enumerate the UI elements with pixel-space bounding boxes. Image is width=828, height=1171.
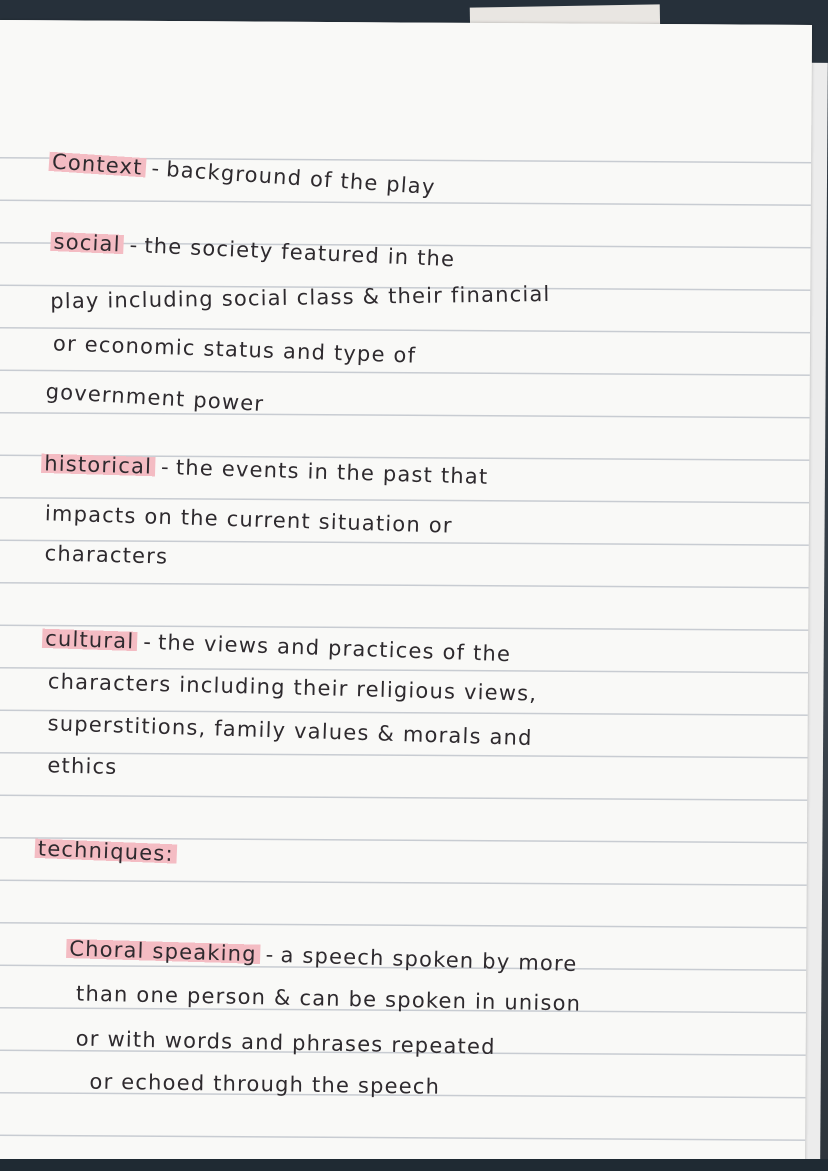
choral-line-4 <box>89 1069 440 1100</box>
cultural-heading: cultural <box>42 626 138 653</box>
context-text: background of the play <box>165 157 437 200</box>
historical-line-3 <box>44 540 168 569</box>
cultural-line-1 <box>42 625 512 667</box>
social-separator: - <box>129 232 139 258</box>
choral-line-1 <box>66 935 578 977</box>
social-text-1: the society featured in the <box>143 233 456 272</box>
cultural-text-1: the views and practices of the <box>157 630 512 667</box>
choral-line-2 <box>76 980 582 1016</box>
cultural-separator: - <box>142 629 153 655</box>
historical-text-3: characters <box>44 541 169 569</box>
cultural-line-3 <box>47 710 533 751</box>
techniques-line <box>34 835 177 867</box>
techniques-heading: techniques: <box>34 836 177 866</box>
historical-heading: historical <box>41 451 156 478</box>
social-text-4: government power <box>45 379 265 417</box>
cultural-text-4: ethics <box>47 753 118 779</box>
historical-text-2: impacts on the current situation or <box>44 501 454 538</box>
social-text-2: play including social class & their financial <box>50 281 551 314</box>
historical-line-1 <box>41 450 489 490</box>
social-line-1 <box>50 228 456 272</box>
choral-text-1: a speech spoken by more <box>280 942 578 977</box>
choral-separator: - <box>265 942 275 967</box>
choral-heading: Choral speaking <box>66 936 260 966</box>
choral-line-3 <box>76 1025 496 1059</box>
social-heading: social <box>50 229 124 256</box>
table-edge <box>0 1159 828 1171</box>
historical-line-2 <box>45 500 453 538</box>
context-separator: - <box>150 156 162 181</box>
choral-text-4: or echoed through the speech <box>89 1069 441 1099</box>
cultural-text-3: superstitions, family values & morals and <box>47 711 534 751</box>
lined-notebook-page <box>0 20 812 1165</box>
cultural-text-2: characters including their religious views, <box>47 669 538 706</box>
choral-text-2: than one person & can be spoken in unison <box>75 981 582 1016</box>
social-line-2 <box>50 281 551 314</box>
context-line <box>48 148 436 200</box>
choral-text-3: or with words and phrases repeated <box>75 1026 496 1059</box>
social-line-4 <box>45 378 265 417</box>
social-text-3: or economic status and type of <box>52 331 417 368</box>
social-line-3 <box>53 330 417 368</box>
historical-separator: - <box>160 454 171 480</box>
context-heading: Context <box>48 149 146 179</box>
cultural-line-4 <box>47 752 118 780</box>
historical-text-1: the events in the past that <box>175 455 489 489</box>
cultural-line-2 <box>48 668 538 706</box>
